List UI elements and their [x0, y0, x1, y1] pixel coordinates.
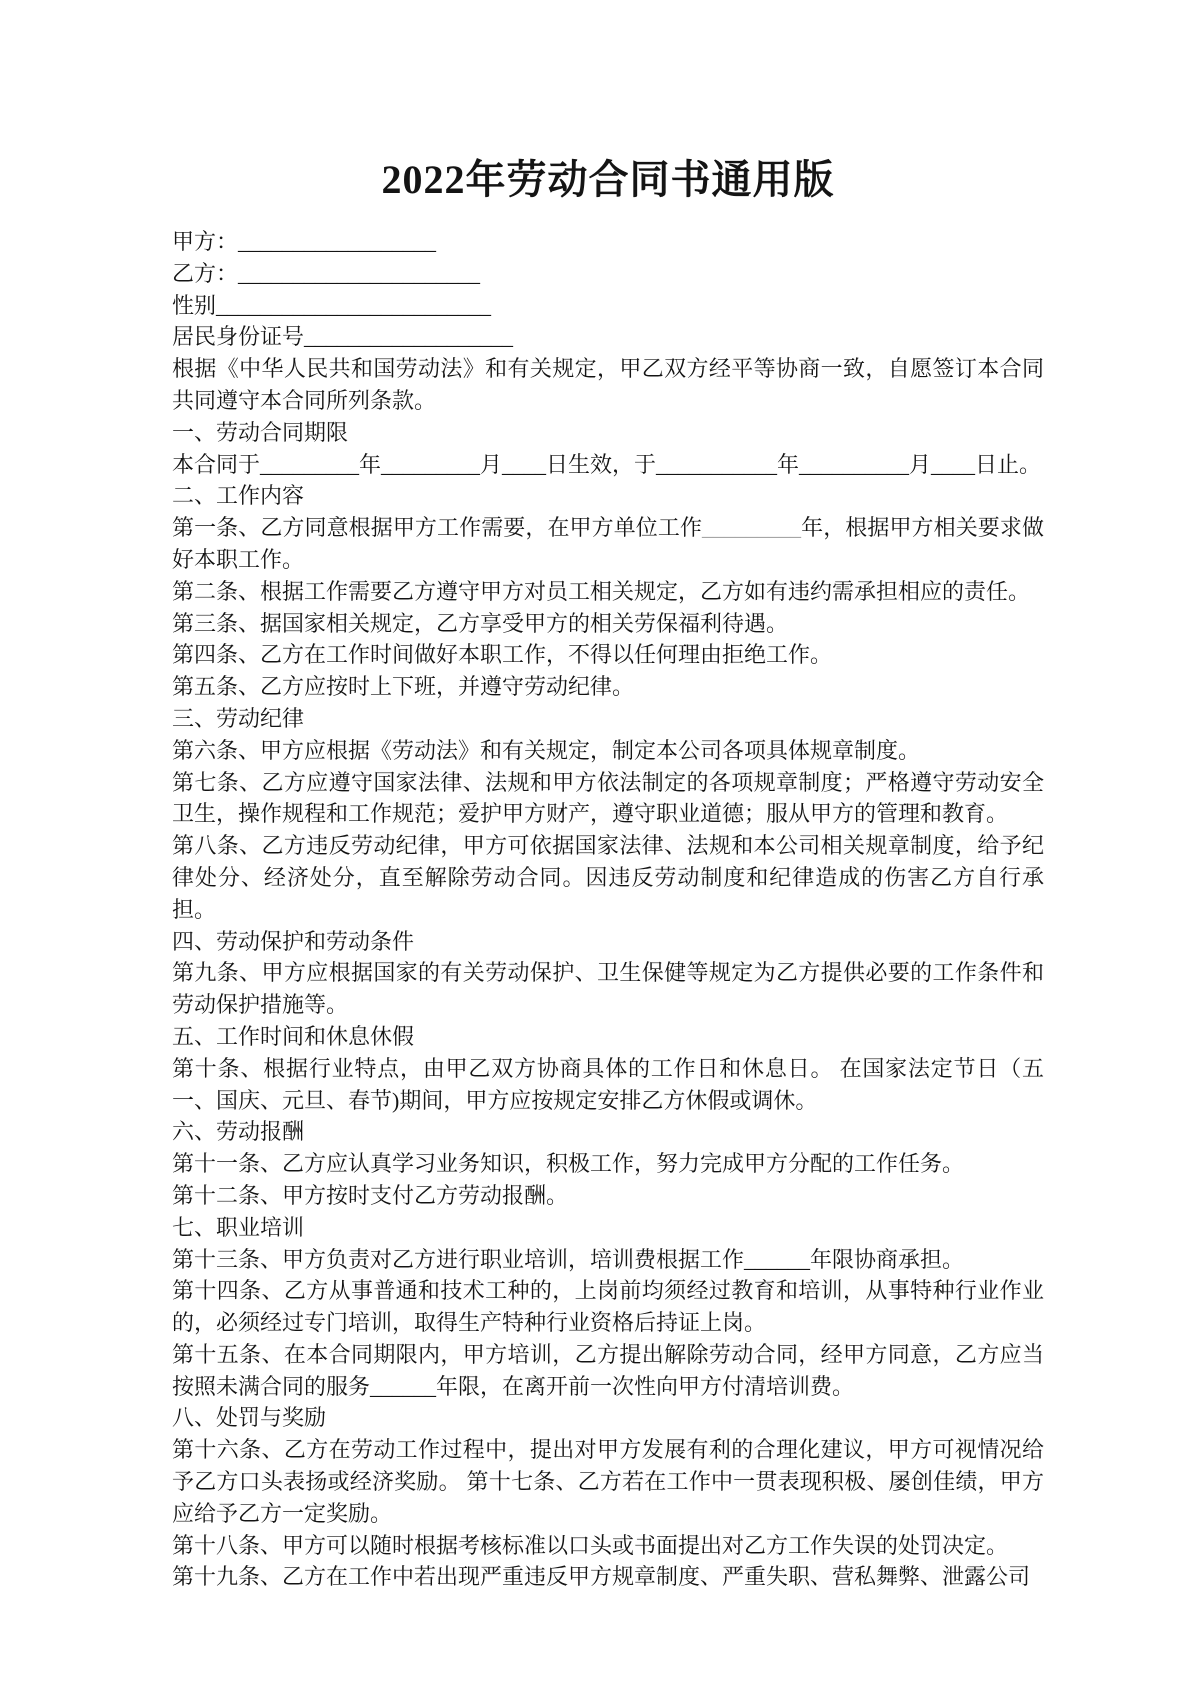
- section-heading-1: 一、劳动合同期限: [172, 419, 349, 445]
- field-party-a-blank: __________________: [238, 229, 437, 254]
- section-heading-2: 二、工作内容: [172, 483, 305, 509]
- clause-5: 第五条、乙方应按时上下班，并遵守劳动纪律。: [172, 674, 635, 700]
- section-heading-5: 五、工作时间和休息休假: [172, 1023, 415, 1049]
- clause-1-fill-in-blank: _________: [702, 515, 802, 541]
- clause-2: 第二条、根据工作需要乙方遵守甲方对员工相关规定，乙方如有违约需承担相应的责任。: [172, 578, 1031, 604]
- field-gender-label: 性别: [172, 292, 217, 318]
- clause-16-17: 第十六条、乙方在劳动工作过程中，提出对甲方发展有利的合理化建议，甲方可视情况给予乙方口头表扬或经济奖励。 第十七条、乙方若在工作中一贯表现积极、屡创佳绩，甲方应给予乙方一定奖励。: [172, 1437, 1044, 1526]
- field-party-b: [172, 258, 1044, 290]
- clause-1-text-after: 年，根据甲方相关要求做好本职工作。: [172, 515, 1044, 572]
- contract-term-line: 本合同于_________年_________月____日生效，于___________年__________月____日止。: [172, 451, 1042, 477]
- clause-18: 第十八条、甲方可以随时根据考核标准以口头或书面提出对乙方工作失误的处罚决定。: [172, 1532, 1009, 1558]
- clause-7: 第七条、乙方应遵守国家法律、法规和甲方依法制定的各项规章制度；严格遵守劳动安全卫生，操作规程和工作规范；爱护甲方财产，遵守职业道德；服从甲方的管理和教育。: [172, 769, 1044, 827]
- field-party-b-blank: ______________________: [238, 260, 481, 286]
- field-party-a: [172, 226, 1044, 258]
- clause-14: 第十四条、乙方从事普通和技术工种的，上岗前均须经过教育和培训，从事特种行业作业的，必须经过专门培训，取得生产特种行业资格后持证上岗。: [172, 1278, 1044, 1336]
- field-party-a-label: 甲方：: [172, 229, 239, 254]
- clause-15: 第十五条、在本合同期限内，甲方培训，乙方提出解除劳动合同，经甲方同意，乙方应当按照未满合同的服务______年限，在离开前一次性向甲方付清培训费。: [172, 1341, 1044, 1399]
- preamble-paragraph: 根据《中华人民共和国劳动法》和有关规定，甲乙双方经平等协商一致，自愿签订本合同共同遵守本合同所列条款。: [172, 356, 1044, 413]
- clause-1: [172, 512, 1044, 576]
- field-id-number-label: 居民身份证号: [172, 324, 305, 350]
- section-heading-4: 四、劳动保护和劳动条件: [172, 928, 415, 954]
- section-heading-3: 三、劳动纪律: [172, 705, 305, 731]
- clause-8: 第八条、乙方违反劳动纪律，甲方可依据国家法律、法规和本公司相关规章制度，给予纪律处分、经济处分，直至解除劳动合同。因违反劳动制度和纪律造成的伤害乙方自行承担。: [172, 833, 1044, 922]
- clause-6: 第六条、甲方应根据《劳动法》和有关规定，制定本公司各项具体规章制度。: [172, 737, 921, 763]
- section-heading-7: 七、职业培训: [172, 1214, 305, 1240]
- clause-4: 第四条、乙方在工作时间做好本职工作，不得以任何理由拒绝工作。: [172, 642, 833, 668]
- clause-19: 第十九条、乙方在工作中若出现严重违反甲方规章制度、严重失职、营私舞弊、泄露公司: [172, 1564, 1031, 1590]
- contract-title: 2022年劳动合同书通用版: [381, 157, 835, 202]
- field-gender: [172, 290, 1044, 322]
- field-id-number-blank: ___________________: [304, 324, 514, 350]
- clause-13: 第十三条、甲方负责对乙方进行职业培训，培训费根据工作______年限协商承担。: [172, 1246, 965, 1272]
- field-gender-blank: _________________________: [216, 292, 492, 318]
- clause-1-text: 第一条、乙方同意根据甲方工作需要，在甲方单位工作: [172, 515, 703, 541]
- section-heading-8: 八、处罚与奖励: [172, 1405, 327, 1431]
- field-id-number: [172, 321, 1044, 353]
- clause-9: 第九条、甲方应根据国家的有关劳动保护、卫生保健等规定为乙方提供必要的工作条件和劳动保护措施等。: [172, 960, 1044, 1018]
- clause-3: 第三条、据国家相关规定，乙方享受甲方的相关劳保福利待遇。: [172, 610, 789, 636]
- clause-11: 第十一条、乙方应认真学习业务知识，积极工作，努力完成甲方分配的工作任务。: [172, 1151, 965, 1177]
- clause-12: 第十二条、甲方按时支付乙方劳动报酬。: [172, 1182, 569, 1208]
- section-heading-6: 六、劳动报酬: [172, 1119, 305, 1145]
- field-party-b-label: 乙方：: [172, 260, 239, 286]
- clause-10: 第十条、根据行业特点，由甲乙双方协商具体的工作日和休息日。 在国家法定节日（五一、国庆、元旦、春节)期间，甲方应按规定安排乙方休假或调休。: [172, 1055, 1044, 1113]
